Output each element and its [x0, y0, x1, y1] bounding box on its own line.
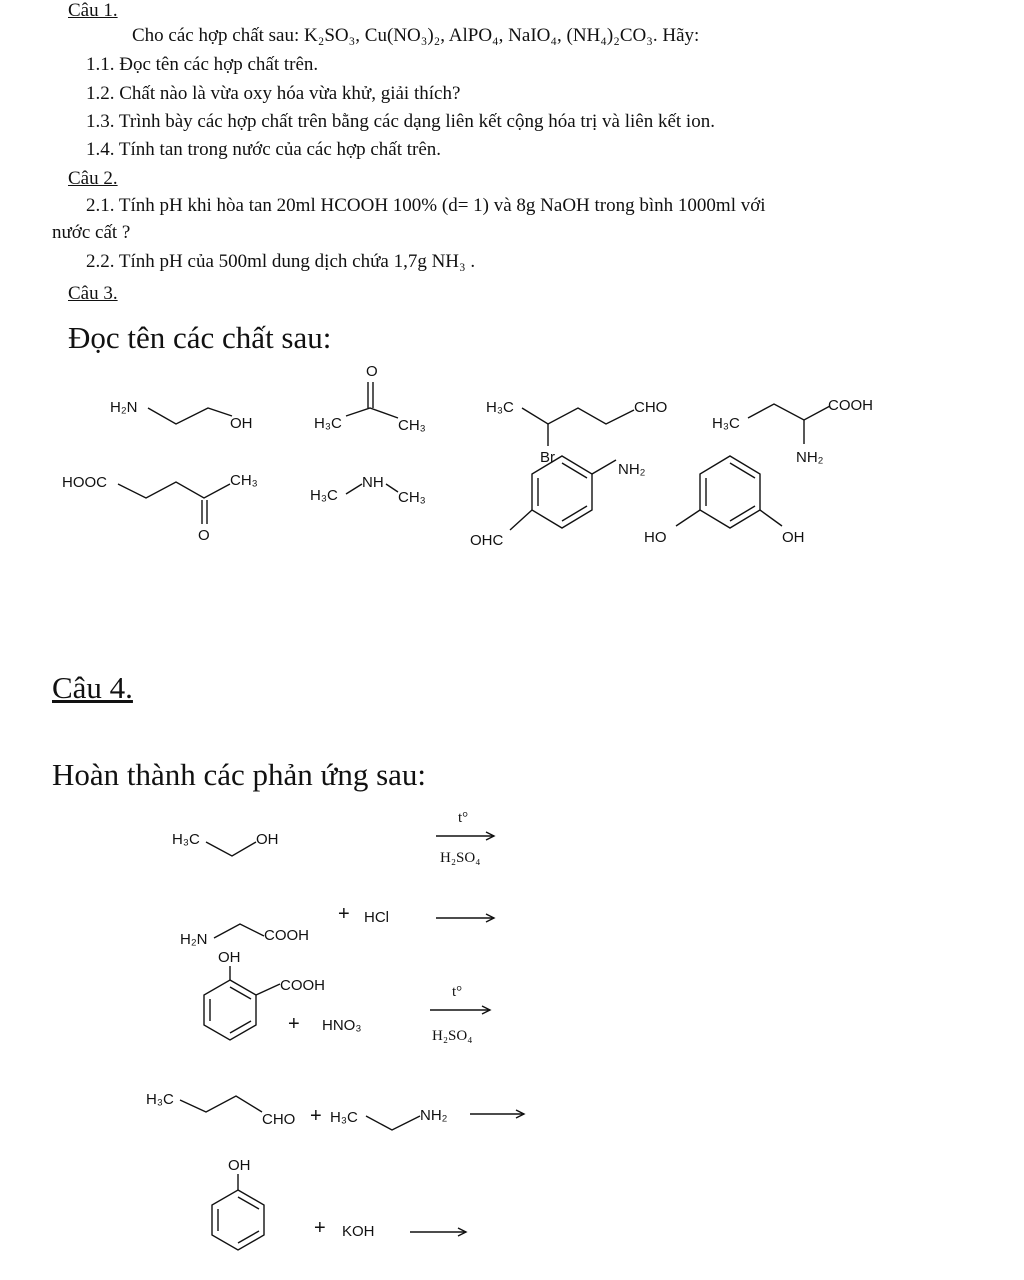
label-h3c-2: H₃C [330, 1109, 358, 1126]
label-nh2: NH₂ [796, 449, 824, 466]
label-cooh: COOH [264, 927, 309, 944]
bond-nh2 [592, 460, 616, 474]
cau1-heading: Câu 1. [68, 0, 118, 21]
bond-chain [214, 924, 264, 938]
label-nh2: NH₂ [618, 461, 646, 478]
label-heat: t° [458, 810, 469, 826]
label-plus: + [314, 1217, 326, 1239]
cau4-heading: Câu 4. [52, 670, 133, 705]
label-nh2: NH₂ [420, 1107, 448, 1124]
label-h3c: H₃C [712, 415, 740, 432]
bond-oh-right [760, 510, 782, 526]
label-h3c: H₃C [146, 1091, 174, 1108]
label-h3c: H₃C [310, 487, 338, 504]
label-plus: + [310, 1105, 322, 1127]
structure-bromo-aldehyde [486, 399, 667, 466]
structure-dimethylamine [310, 474, 426, 506]
cau1-item-4: 1.4. Tính tan trong nước của các hợp chất trên. [86, 139, 442, 160]
structure-ethanolamine [110, 399, 253, 432]
label-cho: CHO [634, 399, 668, 416]
label-cooh: COOH [828, 397, 873, 414]
label-ch3: CH₃ [398, 417, 426, 434]
benzene-ring [204, 980, 256, 1040]
bond-chain [346, 408, 398, 418]
ring-inner-bond-2 [562, 463, 587, 478]
bond-chain [180, 1096, 262, 1112]
benzene-ring [532, 456, 592, 528]
label-h3c: H₃C [172, 831, 200, 848]
label-oh: OH [782, 529, 805, 546]
label-hcl: HCl [364, 909, 389, 926]
label-plus: + [338, 903, 350, 925]
structure-keto-acid [62, 472, 258, 544]
bond-chain [206, 842, 256, 856]
label-h3c: H₃C [314, 415, 342, 432]
label-cho: CHO [262, 1111, 296, 1128]
reaction-5 [212, 1157, 466, 1250]
ring-inner-bond-3 [230, 1021, 251, 1033]
structure-acetone [314, 363, 426, 434]
reaction-3 [204, 949, 490, 1044]
reaction-4 [146, 1091, 524, 1130]
reaction-1 [172, 810, 494, 866]
label-koh: KOH [342, 1223, 375, 1240]
cau2-item-1-line-1: 2.1. Tính pH khi hòa tan 20ml HCOOH 100% (d= 1) và 8g NaOH trong bình 1000ml với [86, 195, 766, 216]
bond-oh-left [676, 510, 700, 526]
ring-inner-bond-2 [238, 1197, 259, 1209]
bond-right [386, 484, 398, 492]
label-ho: HO [644, 529, 667, 546]
label-cooh: COOH [280, 977, 325, 994]
label-plus: + [288, 1013, 300, 1035]
benzene-ring [700, 456, 760, 528]
cau3-heading: Câu 3. [68, 283, 118, 304]
cau2-item-1-line-2: nước cất ? [52, 222, 131, 243]
label-oh: OH [256, 831, 279, 848]
cau2-item-2: 2.2. Tính pH của 500ml dung dịch chứa 1,7g NH₃ . [86, 251, 476, 272]
bond-cooh [256, 984, 280, 995]
label-h2n: H₂N [180, 931, 208, 948]
label-hno3: HNO₃ [322, 1017, 362, 1034]
label-ch3: CH₃ [230, 472, 258, 489]
cau2-heading: Câu 2. [68, 168, 118, 189]
bond-cho [510, 510, 532, 530]
bond-chain [748, 404, 830, 420]
label-o: O [198, 527, 210, 544]
label-hooc: HOOC [62, 474, 107, 491]
ring-inner-bond-2 [730, 463, 755, 478]
ring-inner-bond-3 [730, 506, 755, 521]
cau1-item-1: 1.1. Đọc tên các hợp chất trên. [86, 54, 319, 75]
bond-chain [522, 408, 634, 424]
bond-chain-2 [366, 1116, 420, 1130]
label-h2so4: H₂SO₄ [440, 850, 481, 866]
label-h3c: H₃C [486, 399, 514, 416]
ring-inner-bond-3 [562, 506, 587, 521]
label-h2so4: H₂SO₄ [432, 1028, 473, 1044]
structure-aminobenzaldehyde [470, 456, 646, 549]
ring-inner-bond-3 [238, 1231, 259, 1243]
label-oh: OH [228, 1157, 251, 1174]
bond-chain [118, 482, 230, 498]
label-br: Br [540, 449, 555, 466]
bond-left [346, 484, 362, 494]
label-ohc: OHC [470, 532, 504, 549]
benzene-ring [212, 1190, 264, 1250]
label-ch3: CH₃ [398, 489, 426, 506]
cau1-item-2: 1.2. Chất nào là vừa oxy hóa vừa khử, giải thích? [86, 83, 461, 104]
structure-resorcinol [644, 456, 805, 546]
label-h2n: H₂N [110, 399, 138, 416]
label-o: O [366, 363, 378, 380]
structure-amino-acid [712, 397, 873, 466]
cau3-title: Đọc tên các chất sau: [68, 320, 332, 355]
cau4-title: Hoàn thành các phản ứng sau: [52, 757, 427, 792]
cau1-item-3: 1.3. Trình bày các hợp chất trên bằng các dạng liên kết cộng hóa trị và liên kết ion. [86, 111, 715, 132]
bond-chain [148, 408, 232, 424]
label-oh: OH [218, 949, 241, 966]
label-oh: OH [230, 415, 253, 432]
reaction-2 [180, 903, 494, 948]
label-heat: t° [452, 984, 463, 1000]
ring-inner-bond-2 [230, 987, 251, 999]
cau1-intro: Cho các hợp chất sau: K₂SO₃, Cu(NO₃)₂, AlPO₄, NaIO₄, (NH₄)₂CO₃. Hãy: [132, 25, 700, 46]
label-nh: NH [362, 474, 384, 491]
